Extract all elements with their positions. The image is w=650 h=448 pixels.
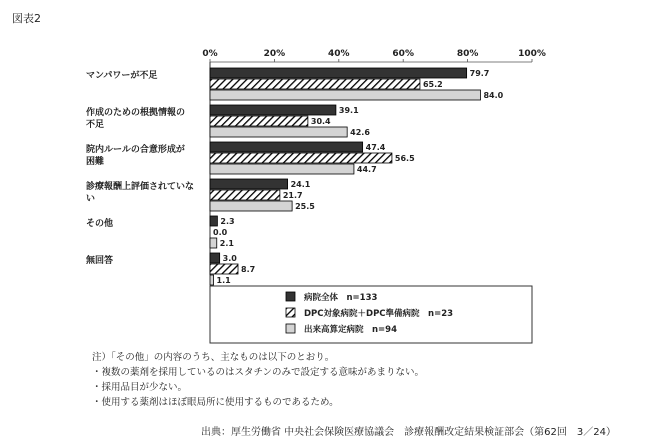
data-label: 25.5 — [295, 202, 315, 211]
data-label: 30.4 — [310, 117, 331, 126]
legend-swatch — [286, 292, 295, 301]
bar — [210, 142, 363, 152]
data-label: 42.6 — [350, 128, 370, 137]
category-label-line: 作成のための根拠情報の — [86, 108, 186, 118]
data-label: 1.1 — [216, 276, 231, 285]
x-tick-label: 80% — [456, 49, 479, 59]
bar — [210, 264, 238, 274]
bar — [210, 116, 308, 126]
category-label-line: 困難 — [86, 157, 105, 167]
bar — [210, 105, 336, 115]
category-label — [86, 143, 185, 167]
figure-label: 図表2 — [12, 12, 41, 25]
data-labels — [213, 69, 504, 285]
data-label: 21.7 — [282, 191, 303, 200]
source-citation: 出典：厚生労働省 中央社会保険医療協議会 診療報酬改定結果検証部会（第62回 3／24） — [201, 427, 616, 438]
category-label — [86, 106, 185, 130]
category-label-line: その他 — [86, 219, 114, 229]
category-label — [86, 217, 113, 229]
bar — [210, 190, 280, 200]
category-label — [86, 69, 157, 81]
note-line: ・複数の薬剤を採用しているのはスタチンのみで設定する意味があまりない。 — [92, 367, 425, 378]
bar — [210, 68, 467, 78]
category-label-line: マンパワーが不足 — [86, 71, 158, 81]
note-line: ・使用する薬剤はほぼ眼局所に使用するものであるため。 — [92, 397, 339, 408]
bar — [210, 79, 420, 89]
data-label: 2.3 — [220, 217, 235, 226]
x-tick-label: 0% — [202, 49, 218, 59]
category-labels — [86, 69, 194, 266]
bar — [210, 201, 292, 211]
category-label-line: 診療報酬上評価されていな — [86, 182, 195, 192]
legend — [210, 286, 532, 343]
x-tick-label: 40% — [328, 49, 350, 59]
data-label: 24.1 — [290, 180, 311, 189]
category-label-line: 無回答 — [86, 256, 114, 266]
data-label: 2.1 — [219, 239, 234, 248]
bars — [210, 68, 480, 285]
category-label-line: 不足 — [86, 120, 105, 130]
data-label: 47.4 — [365, 143, 386, 152]
data-label: 65.2 — [422, 80, 443, 89]
data-label: 44.7 — [356, 165, 377, 174]
legend-label: 病院全体 n=133 — [304, 293, 378, 303]
bar — [210, 253, 220, 263]
legend-label: DPC対象病院＋DPC準備病院 n=23 — [304, 309, 454, 319]
data-label: 3.0 — [222, 254, 237, 263]
legend-swatch — [286, 308, 295, 317]
legend-swatch — [286, 324, 295, 333]
bar — [210, 238, 217, 248]
bar — [210, 179, 288, 189]
note-line: 注）「その他」の内容のうち、主なものは以下のとおり。 — [92, 352, 335, 363]
x-axis-ticks — [202, 49, 546, 62]
notes — [92, 350, 424, 410]
x-tick-label: 100% — [518, 49, 546, 59]
note-line: ・採用品目が少ない。 — [92, 382, 188, 393]
category-label — [86, 254, 113, 266]
x-tick-label: 20% — [263, 49, 286, 59]
bar — [210, 127, 347, 137]
bar — [210, 153, 392, 163]
bar — [210, 164, 354, 174]
bar — [210, 90, 480, 100]
data-label: 39.1 — [338, 106, 359, 115]
category-label-line: い — [86, 194, 96, 204]
data-label: 56.5 — [394, 154, 415, 163]
legend-label: 出来高算定病院 n=94 — [304, 325, 398, 335]
data-label: 79.7 — [469, 69, 490, 78]
bar — [210, 216, 217, 226]
category-label-line: 院内ルールの合意形成が — [86, 145, 185, 155]
data-label: 8.7 — [241, 265, 256, 274]
category-label — [86, 180, 194, 204]
data-label: 84.0 — [483, 91, 504, 100]
bar — [210, 275, 214, 285]
data-label: 0.0 — [213, 228, 228, 237]
x-tick-label: 60% — [392, 49, 414, 59]
